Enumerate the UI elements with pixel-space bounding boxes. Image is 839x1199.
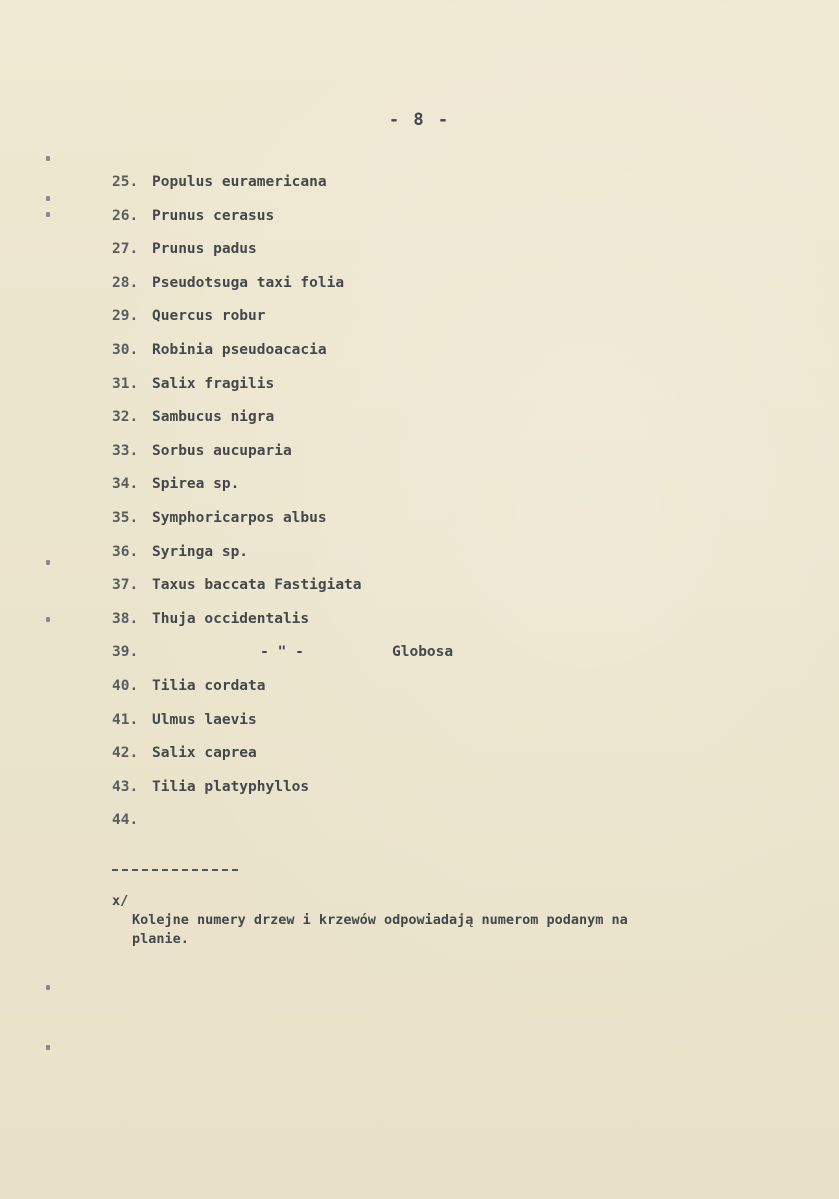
list-item [112, 575, 453, 609]
margin-mark [46, 985, 50, 990]
list-item [112, 777, 453, 811]
list-item [112, 273, 453, 307]
list-item [112, 609, 453, 643]
item-number: 41. [112, 711, 139, 728]
item-number: 33. [112, 442, 139, 459]
item-name: Pseudotsuga taxi folia [152, 274, 345, 291]
item-number: 28. [112, 274, 139, 291]
list-item [112, 306, 453, 340]
list-item [112, 172, 453, 206]
item-number: 36. [112, 543, 139, 560]
footnote-separator [112, 869, 238, 871]
item-number: 44. [112, 812, 139, 829]
list-item [112, 542, 453, 576]
item-name: Spirea sp. [152, 476, 240, 493]
item-name: Salix fragilis [152, 375, 275, 392]
list-item [112, 642, 453, 676]
list-item [112, 239, 453, 273]
item-name: Robinia pseudoacacia [152, 341, 327, 358]
item-number: 25. [112, 174, 139, 190]
item-name: Syringa sp. [152, 543, 249, 560]
item-number: 34. [112, 476, 139, 493]
item-name: Salix caprea [152, 745, 257, 762]
margin-mark [46, 560, 50, 565]
item-name: Prunus cerasus [152, 207, 275, 224]
list-item [112, 206, 453, 240]
item-number: 31. [112, 375, 139, 392]
list-item [112, 474, 453, 508]
list-item [112, 407, 453, 441]
list-item [112, 743, 453, 777]
item-number: 32. [112, 409, 139, 426]
item-name: Quercus robur [152, 308, 266, 325]
footnote-mark: x/ [112, 893, 129, 909]
item-number: 30. [112, 341, 139, 358]
item-number: 39. [112, 644, 139, 661]
item-number: 42. [112, 745, 139, 762]
item-number: 38. [112, 610, 139, 627]
item-name: Ulmus laevis [152, 711, 257, 728]
item-number: 35. [112, 509, 139, 526]
margin-mark [46, 1045, 50, 1050]
item-name: Tilia cordata [152, 677, 266, 694]
list-item [112, 810, 453, 844]
item-number: 27. [112, 241, 139, 258]
item-number: 26. [112, 207, 139, 224]
item-number: 29. [112, 308, 139, 325]
item-number: 37. [112, 577, 139, 594]
list-item [112, 508, 453, 542]
margin-mark [46, 212, 50, 217]
item-name: Populus euramericana [152, 174, 327, 190]
ditto-mark: - " - [260, 644, 304, 661]
margin-mark [46, 156, 50, 161]
margin-mark [46, 196, 50, 201]
margin-mark [46, 617, 50, 622]
item-name: Tilia platyphyllos [152, 778, 310, 795]
list-item [112, 676, 453, 710]
item-name: Symphoricarpos albus [152, 509, 327, 526]
item-name: Sambucus nigra [152, 409, 275, 426]
item-number: 40. [112, 677, 139, 694]
list-item [112, 340, 453, 374]
item-variant: Globosa [392, 644, 454, 661]
page-number: - 8 - [388, 110, 451, 130]
list-item [112, 710, 453, 744]
item-number: 43. [112, 778, 139, 795]
item-name: Prunus padus [152, 241, 257, 258]
item-name: Thuja occidentalis [152, 610, 310, 627]
species-list [112, 172, 453, 844]
item-name: Taxus baccata Fastigiata [152, 577, 362, 594]
item-name: Sorbus aucuparia [152, 442, 292, 459]
footnote-text: Kolejne numery drzew i krzewów odpowiadają numerom podanym na planie. [132, 912, 628, 947]
list-item [112, 374, 453, 408]
list-item [112, 441, 453, 475]
